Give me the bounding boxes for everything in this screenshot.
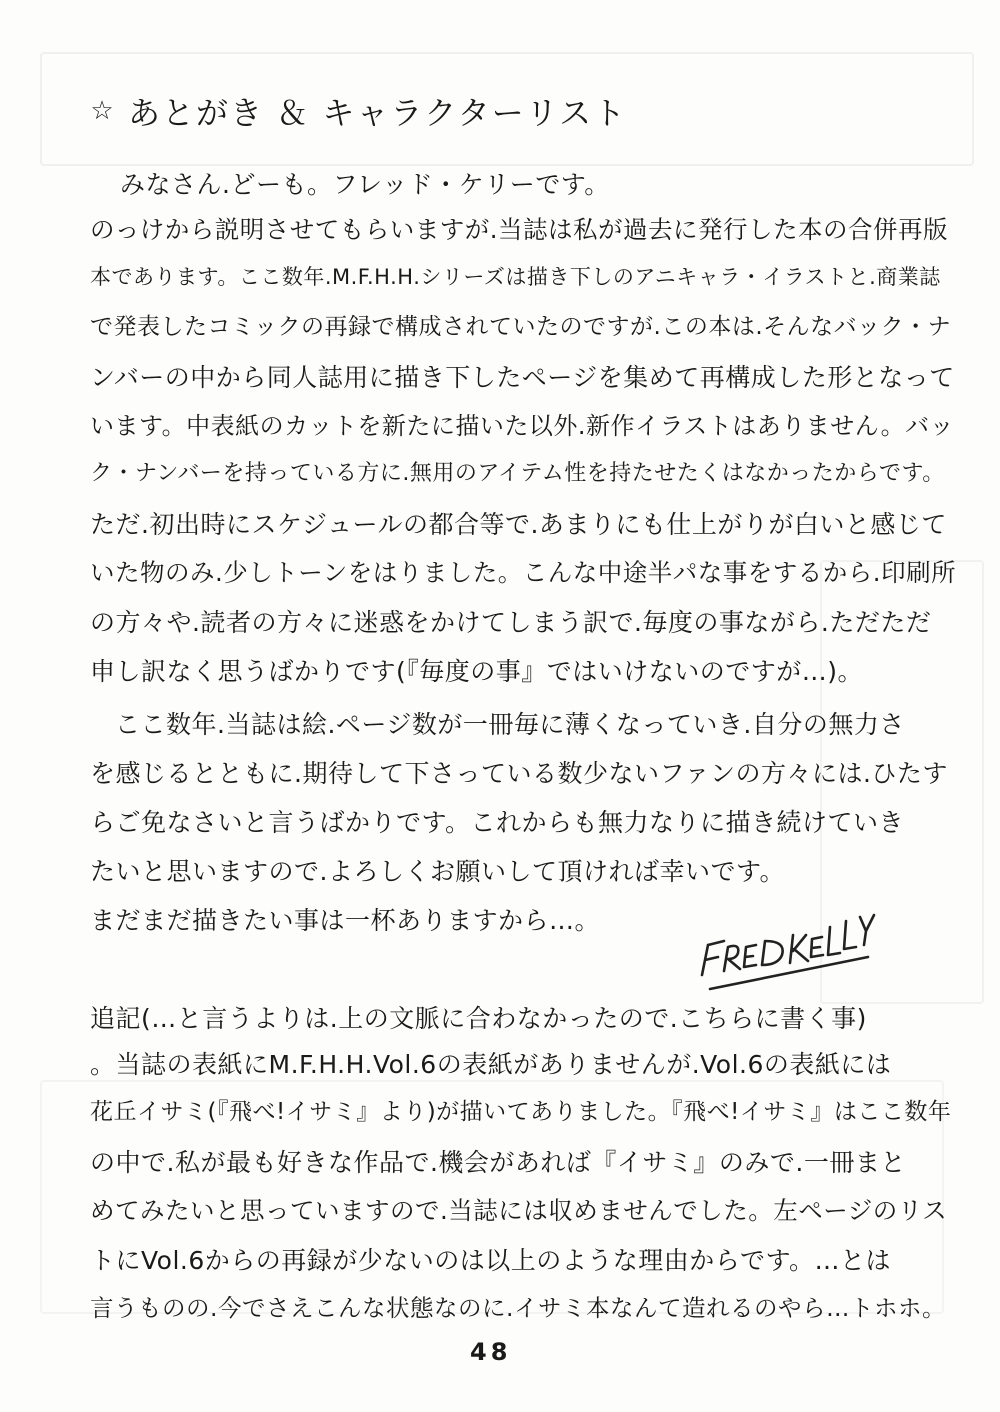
- page-title: [88, 88, 627, 134]
- body-line: ク・ナンバーを持っている方に.無用のアイテム性を持たせたくはなかったからです。: [90, 461, 945, 486]
- body-line: ここ数年.当誌は絵.ページ数が一冊毎に薄くなっていき.自分の無力さ: [115, 710, 905, 739]
- body-line: まだまだ描きたい事は一杯ありますから…。: [90, 906, 601, 935]
- body-line: の方々や.読者の方々に迷惑をかけてしまう訳で.毎度の事ながら.ただただ: [90, 608, 932, 637]
- postscript-line: トにVol.6からの再録が少ないのは以上のような理由からです。…とは: [90, 1246, 892, 1275]
- body-line: みなさん.どーも。フレッド・ケリーです。: [120, 170, 610, 199]
- title-text: あとがき ＆ キャラクターリスト: [128, 94, 628, 132]
- body-line: います。中表紙のカットを新たに描いた以外.新作イラストはありません。バッ: [90, 412, 955, 440]
- body-line: 申し訳なく思うばかりです(『毎度の事』ではいけないのですが…)。: [90, 657, 864, 686]
- star-icon: ☆: [90, 96, 116, 126]
- body-line: たいと思いますので.よろしくお願いして頂ければ幸いです。: [90, 857, 785, 886]
- postscript-line: 言うものの.今でさえこんな状態なのに.イサミ本なんて造れるのやら…トホホ。: [90, 1294, 946, 1322]
- postscript-line: めてみたいと思っていますので.当誌には収めませんでした。左ページのリス: [90, 1196, 948, 1225]
- body-line: ただ.初出時にスケジュールの都合等で.あまりにも仕上がりが白いと感じて: [90, 510, 947, 539]
- signature-image: [690, 905, 890, 995]
- body-line: で発表したコミックの再録で構成されていたのですが.この本は.そんなバック・ナ: [90, 314, 952, 340]
- body-line: のっけから説明させてもらいますが.当誌は私が過去に発行した本の合併再版: [90, 215, 949, 244]
- body-line: いた物のみ.少しトーンをはりました。こんな中途半パな事をするから.印刷所: [90, 558, 957, 587]
- body-line: を感じるとともに.期待して下さっている数少ないファンの方々には.ひたす: [90, 759, 948, 788]
- postscript-heading: 追記(…と言うよりは.上の文脈に合わなかったので.こちらに書く事): [90, 1004, 867, 1033]
- body-line: 本であります。ここ数年.M.F.H.H.シリーズは描き下しのアニキャラ・イラストと.商業誌: [90, 265, 941, 289]
- postscript-line: の中で.私が最も好きな作品で.機会があれば『イサミ』のみで.一冊まと: [90, 1148, 906, 1177]
- body-line: ンバーの中から同人誌用に描き下したページを集めて再構成した形となって: [90, 363, 955, 392]
- postscript-line: 。当誌の表紙にM.F.H.H.Vol.6の表紙がありませんが.Vol.6の表紙には: [90, 1050, 892, 1079]
- postscript-line: 花丘イサミ(『飛べ!イサミ』より)が描いてありました。『飛べ!イサミ』はここ数年: [90, 1099, 952, 1125]
- body-line: らご免なさいと言うばかりです。これからも無力なりに描き続けていき: [90, 808, 905, 837]
- page-number: 48: [470, 1338, 512, 1366]
